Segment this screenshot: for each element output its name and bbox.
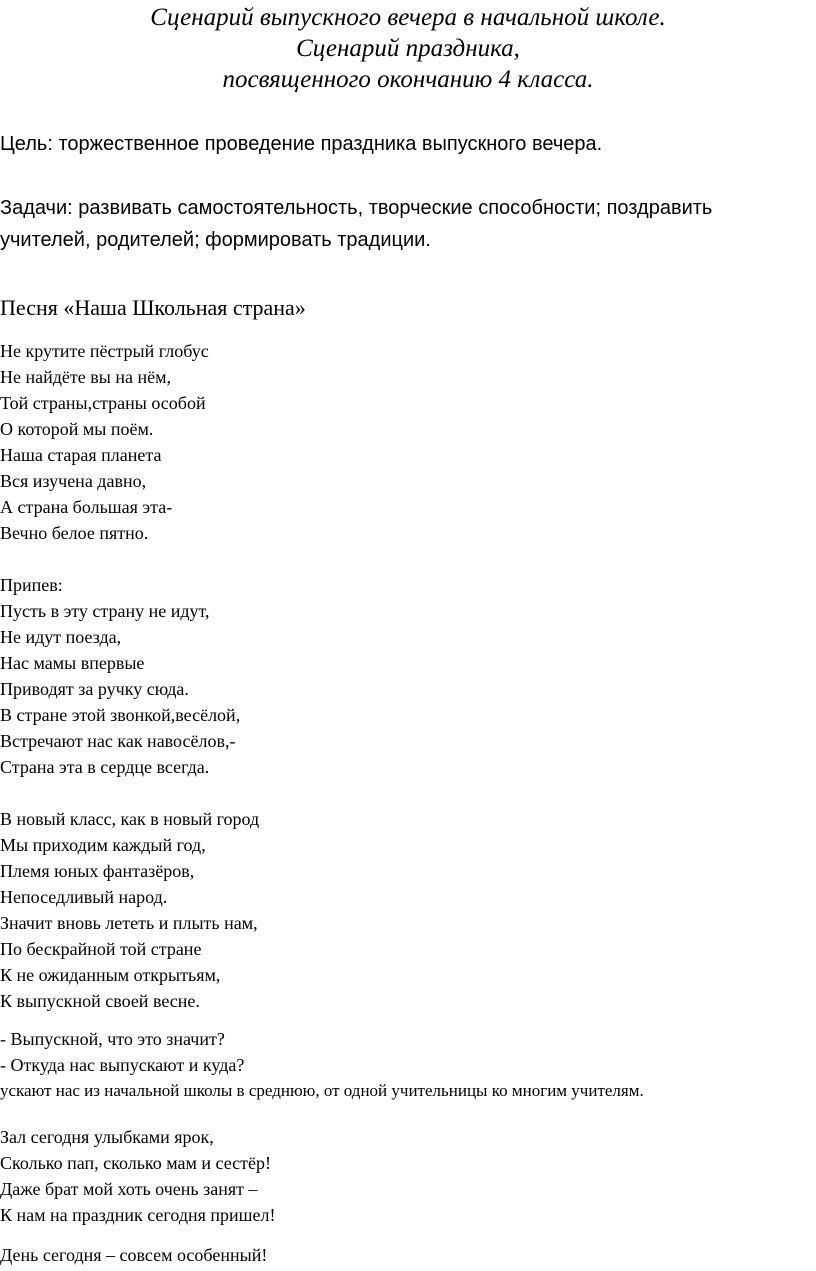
lyric-line: Нас мамы впервые [0,653,145,673]
song-title: Песня «Наша Школьная страна» [0,295,306,320]
lyric-line: К выпускной своей весне. [0,991,200,1011]
lyric-line: Значит вновь лететь и плыть нам, [0,913,258,933]
lyric-line: О которой мы поём. [0,419,154,439]
lyric-line: Той страны,страны особой [0,393,206,413]
chorus [0,572,240,780]
title-line: Сценарий праздника, [296,35,520,62]
lyric-line: Вечно белое пятно. [0,523,149,543]
tasks-line: Задачи: развивать самостоятельность, творческие способности; поздравить [0,197,713,219]
lyric-line: Пусть в эту страну не идут, [0,601,210,621]
lyric-line: Наша старая планета [0,445,162,465]
lyric-line: К не ожиданным открытьям, [0,965,221,985]
dialogue [0,1026,644,1104]
lyric-line: Вся изучена давно, [0,471,147,491]
lyric-line: Приводят за ручку сюда. [0,679,189,699]
dialogue-line: - Откуда нас выпускают и куда? [0,1055,245,1075]
lyric-line: Даже брат мой хоть очень занят – [0,1179,258,1199]
lyric-line: Страна эта в сердце всегда. [0,757,210,777]
lyric-line: Припев: [0,575,63,595]
verse-3 [0,1124,276,1228]
lyric-line: Не идут поезда, [0,627,122,647]
lyric-line: А страна большая эта- [0,497,173,517]
title-line: посвященного окончанию 4 класса. [222,66,594,93]
document-title [0,2,816,95]
lyric-line: Не найдёте вы на нём, [0,367,171,387]
lyric-line: Не крутите пёстрый глобус [0,341,209,361]
dialogue-line: - Выпускной, что это значит? [0,1029,225,1049]
title-line: Сценарий выпускного вечера в начальной школе. [150,4,666,31]
dialogue-line: уcкают нас из начальной школы в среднюю, от одной учительницы ко многим учителям. [0,1081,644,1100]
lyric-line: День сегодня – совсем особенный! [0,1245,268,1265]
lyric-line: К нам на праздник сегодня пришел! [0,1205,276,1225]
lyric-line: В новый класс, как в новый город [0,809,260,829]
lyric-line: Мы приходим каждый год, [0,835,206,855]
lyric-line: Племя юных фантазёров, [0,861,195,881]
lyric-line: Встречают нас как навосёлов,- [0,731,236,751]
goal-paragraph: Цель: торжественное проведение праздника выпускного вечера. [0,133,603,155]
lyric-line: Непоседливый народ. [0,887,168,907]
lyric-line: Зал сегодня улыбками ярок, [0,1127,214,1147]
lyric-line: В стране этой звонкой,весёлой, [0,705,241,725]
verse-4 [0,1242,267,1268]
verse-2 [0,806,259,1014]
lyric-line: По бескрайной той стране [0,939,202,959]
lyric-line: Сколько пап, сколько мам и сестёр! [0,1153,272,1173]
tasks-line: учителей, родителей; формировать традиции. [0,229,431,251]
verse-1 [0,338,209,546]
